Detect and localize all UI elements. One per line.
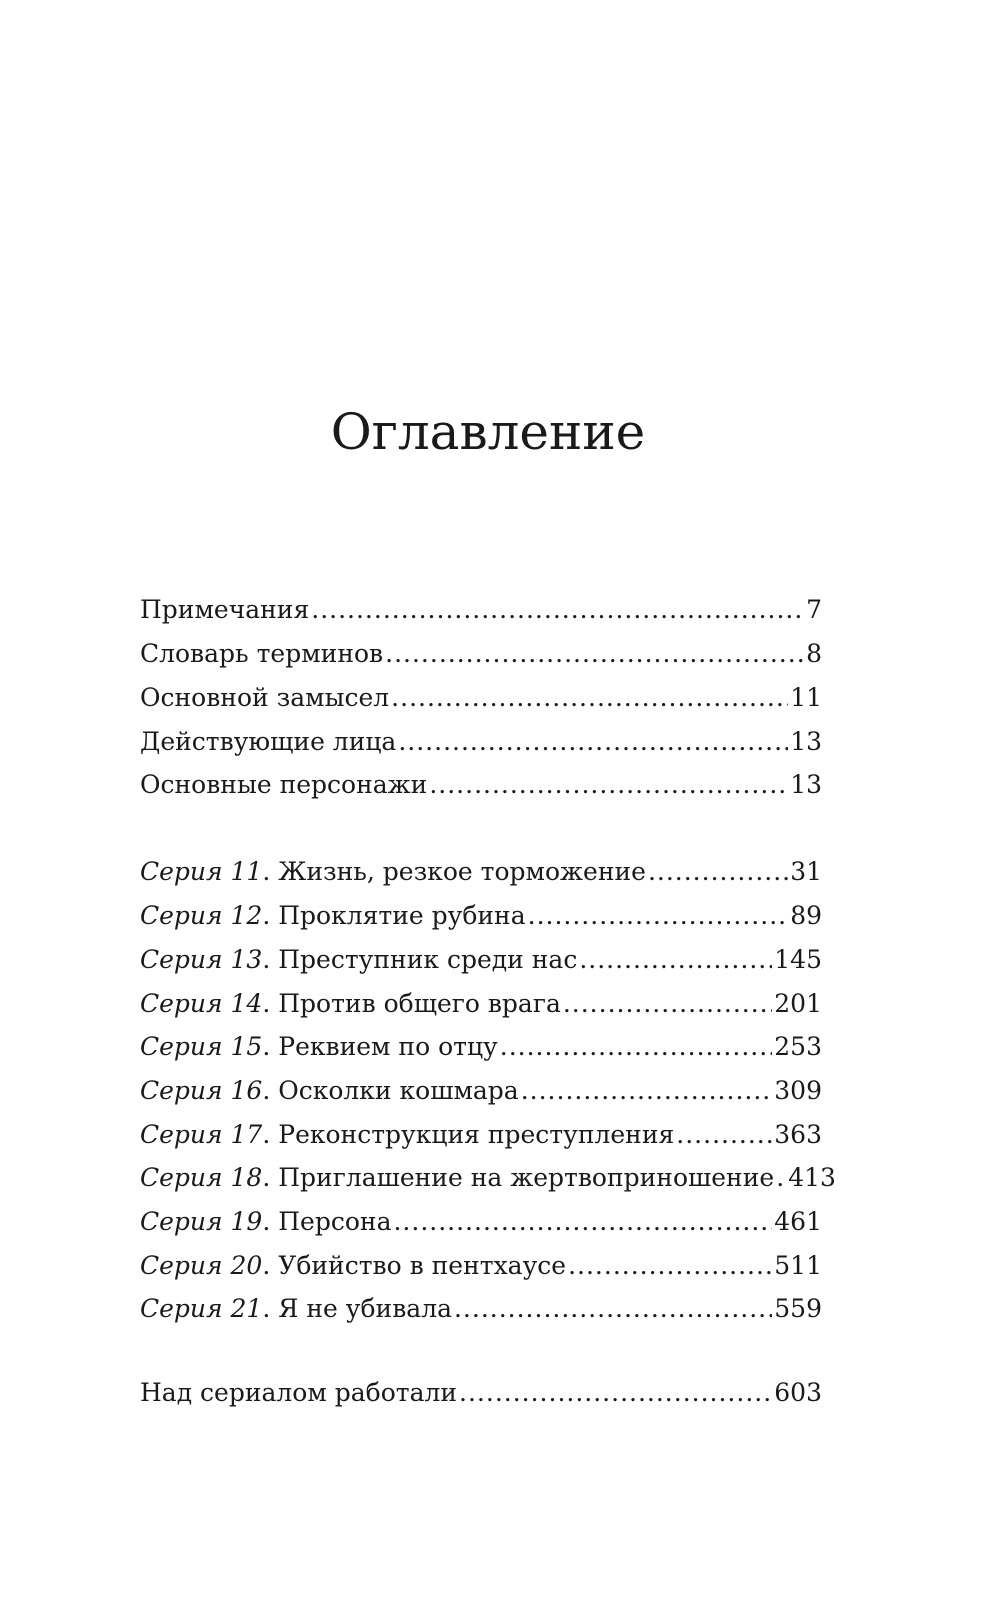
toc-entry-page: 461 xyxy=(774,1207,822,1236)
toc-entry-label: Основные персонажи xyxy=(140,770,428,799)
toc-entry-page: 11 xyxy=(790,683,822,712)
toc-entry-episode: Серия 14. Против общего врага ..... 201 xyxy=(140,986,822,1022)
toc-entry-page: 31 xyxy=(790,857,822,886)
episode-number: Серия 11 xyxy=(140,857,263,886)
episode-number: Серия 15 xyxy=(140,1032,263,1061)
toc-entry-label: Словарь терминов xyxy=(140,639,384,668)
leader-dots xyxy=(528,898,789,934)
leader-dots xyxy=(393,1204,772,1240)
episode-number: Серия 18 xyxy=(140,1163,263,1192)
toc-entry-page: 603 xyxy=(774,1378,822,1407)
page-title: Оглавление xyxy=(330,403,646,461)
toc-entry-glossary xyxy=(140,636,822,672)
toc-entry-episode: Серия 21. Я не убивала ..... 559 xyxy=(140,1291,822,1327)
leader-dots xyxy=(454,1291,772,1327)
toc-entry-credits xyxy=(140,1375,822,1411)
leader-dots xyxy=(385,636,804,672)
episode-number: Серия 19 xyxy=(140,1207,263,1236)
toc-entry-label: Основной замысел xyxy=(140,683,390,712)
episode-number: Серия 13 xyxy=(140,945,263,974)
episode-number: Серия 17 xyxy=(140,1120,263,1149)
toc-entry-label: Действующие лица xyxy=(140,727,397,756)
leader-dots xyxy=(579,942,772,978)
toc-entry-main-characters xyxy=(140,767,822,803)
toc-entry-page: 309 xyxy=(774,1076,822,1105)
toc-entry-page: 559 xyxy=(774,1294,822,1323)
toc-entry-episode: Серия 16. Осколки кошмара ..... 309 xyxy=(140,1073,822,1109)
leader-dots xyxy=(311,592,804,628)
episode-title: Реквием по отцу xyxy=(278,1032,498,1061)
leader-dots xyxy=(398,724,788,760)
toc-entry-episode: Серия 18. Приглашение на жертвоприношение ..... 413 xyxy=(140,1160,822,1196)
leader-dots xyxy=(521,1073,773,1109)
episode-title: Осколки кошмара xyxy=(278,1076,519,1105)
toc-entry-episode: Серия 12. Проклятие рубина ..... 89 xyxy=(140,898,822,934)
leader-dots xyxy=(500,1029,773,1065)
episode-title: Проклятие рубина xyxy=(278,901,526,930)
toc-entry-notes xyxy=(140,592,822,628)
leader-dots xyxy=(391,680,788,716)
leader-dots xyxy=(776,1160,786,1196)
toc-entry-label: Над сериалом работали xyxy=(140,1378,458,1407)
toc-entry-episode: Серия 11. Жизнь, резкое торможение ..... 31 xyxy=(140,854,822,890)
leader-dots xyxy=(459,1375,772,1411)
toc-entry-episode: Серия 17. Реконструкция преступления ..... 363 xyxy=(140,1117,822,1153)
toc-entry-episode: Серия 15. Реквием по отцу ..... 253 xyxy=(140,1029,822,1065)
episode-title: Реконструкция преступления xyxy=(278,1120,675,1149)
toc-entry-page: 7 xyxy=(806,595,822,624)
toc-entry-page: 363 xyxy=(774,1120,822,1149)
toc-entry-episode: Серия 13. Преступник среди нас ..... 145 xyxy=(140,942,822,978)
toc-entry-page: 253 xyxy=(774,1032,822,1061)
toc-entry-concept xyxy=(140,680,822,716)
leader-dots xyxy=(648,854,788,890)
toc-entry-cast xyxy=(140,724,822,760)
toc-entry-page: 89 xyxy=(790,901,822,930)
toc-entry-episode: Серия 19. Персона ..... 461 xyxy=(140,1204,822,1240)
toc-entry-page: 8 xyxy=(806,639,822,668)
toc-entry-page: 145 xyxy=(774,945,822,974)
toc-entry-page: 13 xyxy=(790,727,822,756)
leader-dots xyxy=(563,986,772,1022)
episode-number: Серия 12 xyxy=(140,901,263,930)
leader-dots xyxy=(429,767,788,803)
episode-title: Убийство в пентхаусе xyxy=(278,1251,567,1280)
toc-entry-page: 201 xyxy=(774,989,822,1018)
episode-number: Серия 21 xyxy=(140,1294,263,1323)
leader-dots xyxy=(568,1248,772,1284)
episode-number: Серия 16 xyxy=(140,1076,263,1105)
toc-entry-episode: Серия 20. Убийство в пентхаусе ..... 511 xyxy=(140,1248,822,1284)
episode-title: Приглашение на жертвоприношение xyxy=(278,1163,775,1192)
episode-title: Персона xyxy=(278,1207,392,1236)
leader-dots xyxy=(676,1117,772,1153)
episode-title: Преступник среди нас xyxy=(278,945,578,974)
episode-title: Жизнь, резкое торможение xyxy=(278,857,646,886)
toc-entry-page: 13 xyxy=(790,770,822,799)
episode-title: Я не убивала xyxy=(278,1294,452,1323)
episode-number: Серия 14 xyxy=(140,989,263,1018)
toc-entry-page: 413 xyxy=(788,1163,836,1192)
toc-entry-label: Примечания xyxy=(140,595,310,624)
episode-title: Против общего врага xyxy=(278,989,561,1018)
toc-entry-page: 511 xyxy=(774,1251,822,1280)
episode-number: Серия 20 xyxy=(140,1251,263,1280)
